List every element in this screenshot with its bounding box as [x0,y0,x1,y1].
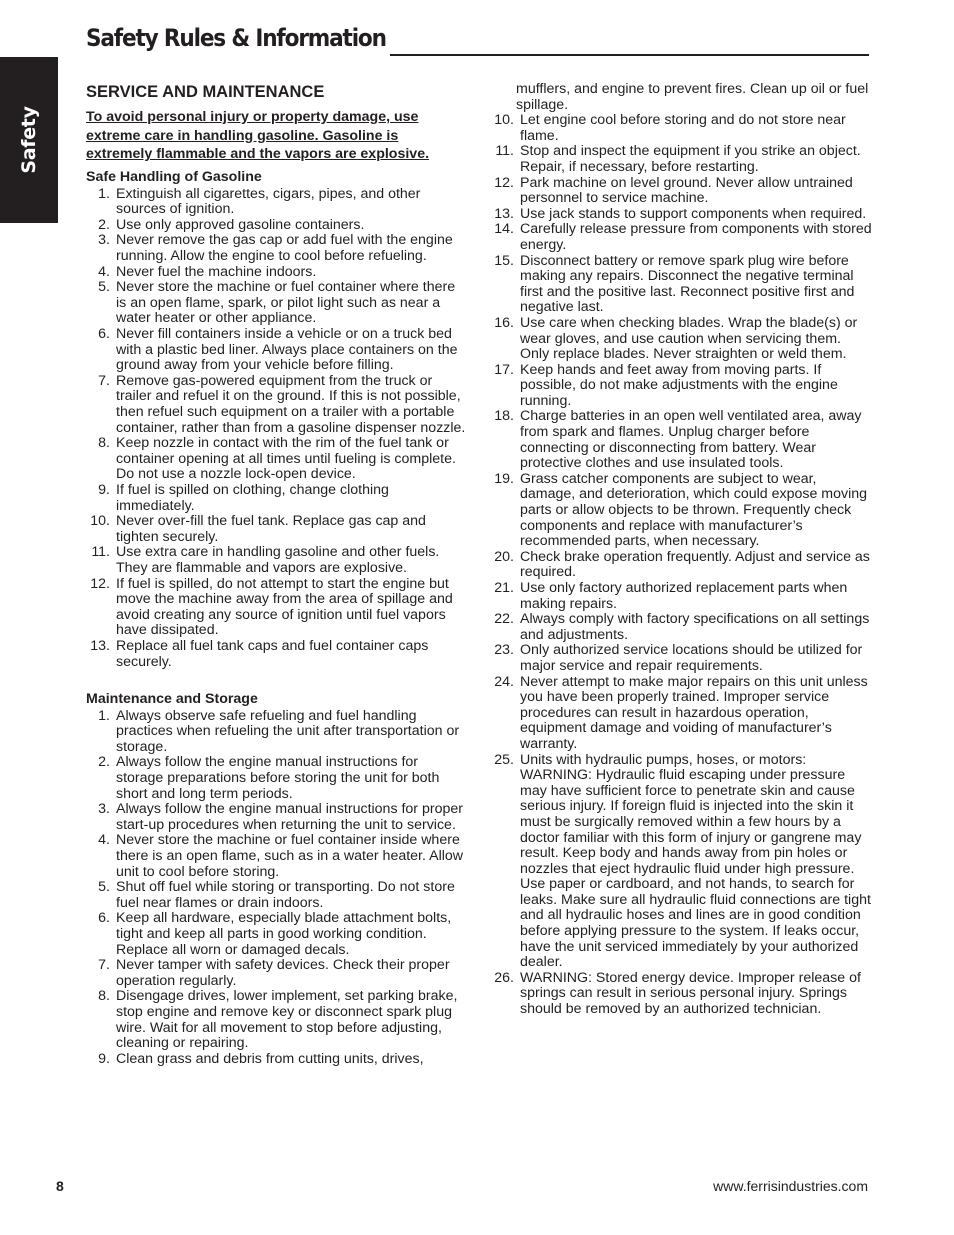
gasoline-list [86,187,466,670]
list-item [86,374,466,436]
item-text: Never attempt to make major repairs on this unit unless you have been properly trained. Improper service procedures can result in hazardous operation, equipment damage and voiding of manufacturer’s warranty. [520,673,868,752]
list-item [490,144,872,175]
item-number: 10. [494,112,514,129]
item-number: 17. [494,361,514,378]
item-number: 1. [98,185,110,202]
list-item [490,176,872,207]
item-text: Always observe safe refueling and fuel handling practices when refueling the unit after transportation or storage. [116,707,460,755]
list-item [490,222,872,253]
maintenance-heading: Maintenance and Storage [86,691,258,708]
item-number: 12. [494,174,514,191]
list-item [86,958,466,989]
item-text: Remove gas-powered equipment from the truck or trailer and refuel it on the ground. If this is not possible, then refuel such equipment on a trailer with a portable container, rather than from a gasoline dispenser nozzle. [116,372,466,436]
item-text: Use only factory authorized replacement parts when making repairs. [520,580,848,612]
item-text: Always comply with factory specifications on all settings and adjustments. [520,611,870,643]
item-text: Use extra care in handling gasoline and other fuels. They are flammable and vapors are explosive. [116,544,440,576]
list-item-continuation: mufflers, and engine to prevent fires. Clean up oil or fuel spillage. [516,81,869,113]
item-text: Always follow the engine manual instructions for proper start-up procedures when returning the unit to service. [116,801,463,833]
item-number: 2. [98,216,110,233]
item-number: 23. [494,642,514,659]
gasoline-heading: Safe Handling of Gasoline [86,169,262,186]
item-number: 7. [98,957,110,974]
item-text: Never store the machine or fuel container inside where there is an open flame, such as in a water heater. Allow unit to cool before storing. [116,832,464,880]
footer-url[interactable]: www.ferrisindustries.com [713,1178,868,1194]
left-column [86,82,466,1067]
item-text: Never remove the gas cap or add fuel with the engine running. Allow the engine to cool before refueling. [116,232,453,265]
list-item [86,187,466,218]
list-item [86,755,466,802]
item-text: Always follow the engine manual instructions for storage preparations before storing the unit for both short and long term periods. [116,754,440,802]
item-text: Only authorized service locations should be utilized for major service and repair requirements. [520,642,863,674]
item-number: 6. [98,326,110,343]
item-text: Units with hydraulic pumps, hoses, or motors: WARNING: Hydraulic fluid escaping under pressure may have sufficient force to penetrate skin and cause serious injury. If foreign fluid is injected into the skin it must be surgically removed within a few hours by a doctor familiar with this form of injury or gangrene may result. Keep body and hands away from pin holes or nozzles that eject hydraulic fluid under high pressure. Use paper or cardboard, and not hands, to search for leaks. Make sure all hydraulic fluid connections are tight and all hydraulic hoses and lines are in good condition before applying pressure to the system. If leaks occur, have the unit serviced immediately by your authorized dealer. [520,751,871,971]
item-text: WARNING: Stored energy device. Improper release of springs can result in serious personal injury. Springs should be removed by an authorized technician. [520,969,861,1018]
item-text: Shut off fuel while storing or transporting. Do not store fuel near flames or drain indoors. [116,879,455,911]
item-number: 21. [494,580,514,596]
item-text: Use only approved gasoline containers. [116,216,365,233]
item-number: 8. [98,988,110,1005]
side-tab [0,57,58,223]
item-number: 12. [90,575,110,592]
item-number: 4. [98,832,110,849]
item-text: Charge batteries in an open well ventilated area, away from spark and flames. Unplug charger before connecting or disconnecting from battery. Wear protective clothes and use insulated tools. [520,408,862,472]
list-item [86,1052,466,1068]
item-number: 19. [494,470,514,487]
list-item [86,265,466,281]
page-title: Safety Rules & Information [86,24,386,52]
section-heading: SERVICE AND MAINTENANCE [86,83,325,101]
item-text: Use jack stands to support components when required. [520,205,867,222]
item-number: 11. [495,143,514,160]
item-number: 15. [494,252,514,269]
item-number: 20. [494,548,514,565]
item-number: 22. [494,611,514,628]
item-number: 13. [90,637,110,654]
list-item [86,802,466,833]
list-item [86,483,466,514]
item-text: Let engine cool before storing and do not store near flame. [520,112,846,144]
item-number: 16. [494,314,514,331]
item-text: Disengage drives, lower implement, set parking brake, stop engine and remove key or disconnect spark plug wire. Wait for all movement to stop before adjusting, cleaning or repairing. [116,988,458,1052]
item-number: 4. [98,263,110,280]
item-number: 1. [98,707,110,724]
item-number: 13. [494,205,514,222]
item-number: 9. [98,481,110,498]
side-tab-label: Safety [18,106,40,174]
item-text: Park machine on level ground. Never allow untrained personnel to service machine. [520,174,853,207]
item-text: Never fuel the machine indoors. [116,263,317,280]
title-rule [390,54,869,56]
list-item [86,514,466,545]
list-item [86,639,466,670]
item-text: Never store the machine or fuel container where there is an open flame, spark, or pilot light such as near a water heater or other appliance. [116,279,456,327]
item-text: If fuel is spilled on clothing, change clothing immediately. [116,481,389,514]
item-number: 26. [494,969,514,986]
list-item [86,218,466,234]
item-number: 6. [98,910,110,927]
item-text: Stop and inspect the equipment if you strike an object. Repair, if necessary, before restarting. [520,143,861,175]
item-text: Check brake operation frequently. Adjust and service as required. [520,548,870,581]
list-item [490,643,872,674]
list-item [86,436,466,483]
right-column [490,82,872,1018]
item-number: 5. [98,279,110,296]
list-item [490,472,872,550]
item-text: Replace all fuel tank caps and fuel container caps securely. [116,637,429,670]
list-item [490,316,872,363]
page-number: 8 [56,1178,64,1194]
list-item [490,753,872,971]
list-item [490,675,872,753]
item-number: 24. [494,673,514,690]
list-item [86,709,466,756]
maintenance-list-continued [490,113,872,1017]
item-text: Keep hands and feet away from moving parts. If possible, do not make adjustments with the engine running. [520,361,838,409]
list-item [490,612,872,643]
list-item [86,545,466,576]
item-text: Never tamper with safety devices. Check their proper operation regularly. [116,957,450,989]
item-number: 3. [98,232,110,249]
item-text: Use care when checking blades. Wrap the blade(s) or wear gloves, and use caution when servicing them. Only replace blades. Never straighten or weld them. [520,314,858,363]
list-item [86,577,466,639]
item-number: 25. [494,751,514,768]
item-text: Disconnect battery or remove spark plug wire before making any repairs. Disconnect the negative terminal first and the positive last. Reconnect positive first and negative last. [520,252,855,316]
item-text: Keep nozzle in contact with the rim of the fuel tank or container opening at all times until fueling is complete. Do not use a nozzle lock-open device. [116,435,456,483]
item-number: 11. [91,544,110,561]
list-item [490,581,872,612]
item-text: Never over-fill the fuel tank. Replace gas cap and tighten securely. [116,513,426,545]
item-number: 18. [494,408,514,425]
list-item [86,233,466,264]
item-number: 3. [98,801,110,818]
list-item [86,327,466,374]
item-text: Never fill containers inside a vehicle or on a truck bed with a plastic bed liner. Always place containers on the ground away from your vehicle before filling. [116,326,458,374]
item-number: 2. [98,754,110,771]
list-item [490,971,872,1018]
list-item [86,989,466,1051]
item-number: 14. [494,221,514,238]
list-item [490,363,872,410]
item-text: Grass catcher components are subject to wear, damage, and deterioration, which could expose moving parts or allow objects to be thrown. Frequently check components and replace with manufacturer’s recommended parts, when necessary. [520,470,868,550]
list-item [86,911,466,958]
item-text: Carefully release pressure from components with stored energy. [520,221,872,253]
maintenance-list [86,709,466,1068]
list-item [86,833,466,880]
item-number: 8. [98,435,110,452]
item-text: Clean grass and debris from cutting units, drives, [116,1050,424,1067]
item-text: Keep all hardware, especially blade attachment bolts, tight and keep all parts in good working condition. Replace all worn or damaged decals. [116,910,452,958]
list-item [490,550,872,581]
list-item [86,280,466,327]
item-number: 9. [98,1050,110,1067]
item-number: 10. [90,513,110,530]
item-text: If fuel is spilled, do not attempt to start the engine but move the machine away from the area of spillage and avoid creating any source of ignition until fuel vapors have dissipated. [116,575,453,639]
item-text: Extinguish all cigarettes, cigars, pipes, and other sources of ignition. [116,185,421,218]
item-number: 5. [98,879,110,896]
list-item [86,880,466,911]
gasoline-warning: To avoid personal injury or property damage, use extreme care in handling gasoline. Gasoline is extremely flammable and the vapors are explosive. [86,109,430,163]
list-item [490,113,872,144]
list-item [490,207,872,223]
item-number: 7. [98,372,110,389]
list-item [490,409,872,471]
list-item [490,254,872,316]
